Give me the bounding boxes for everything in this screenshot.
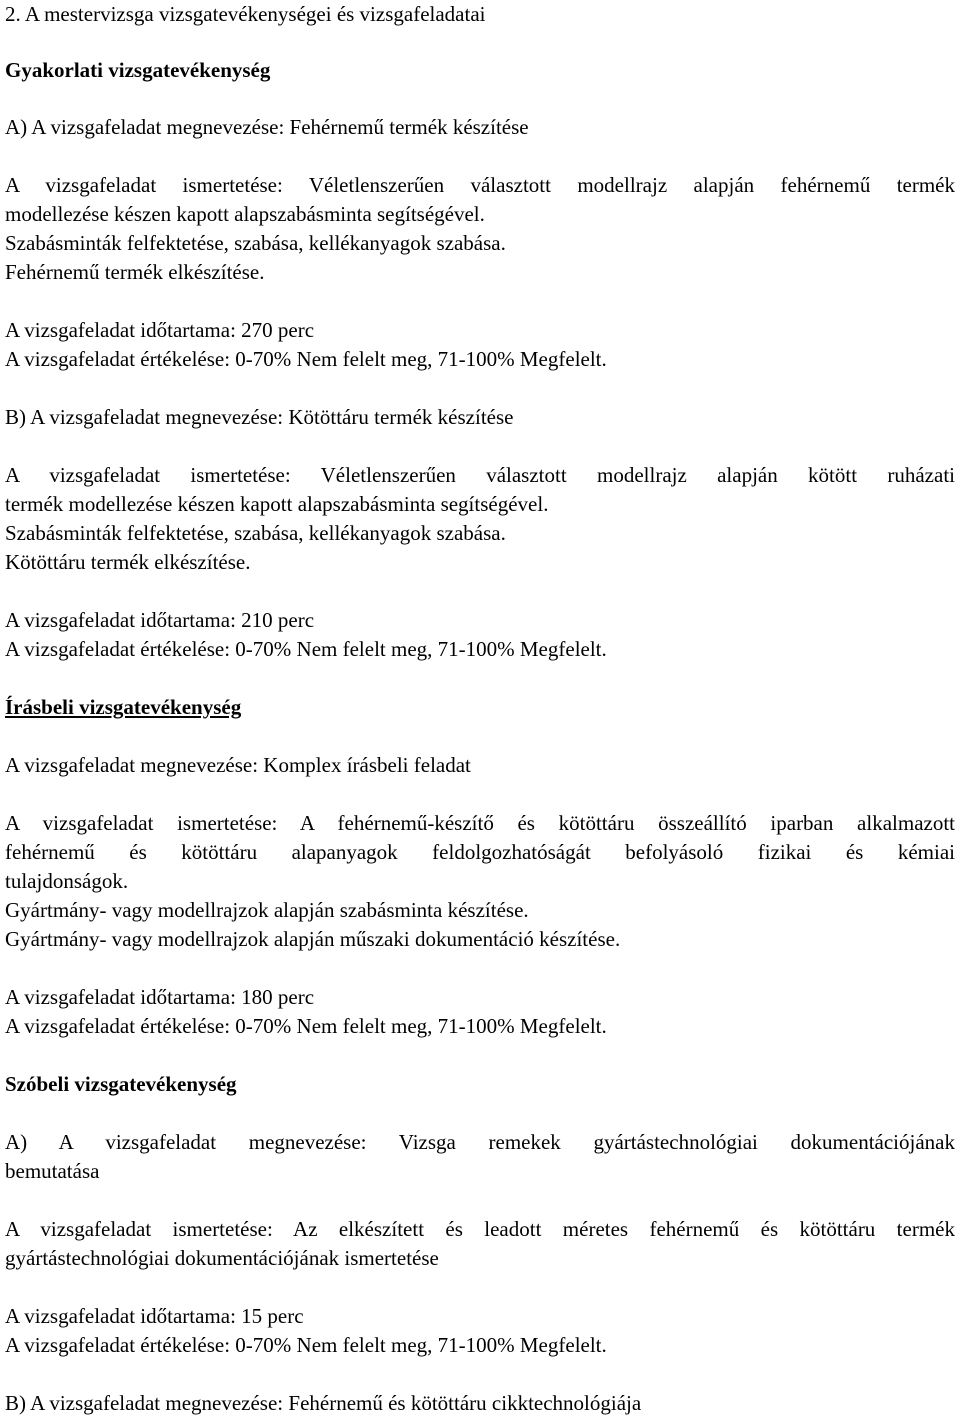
practical-task-b-desc-2: termék modellezése készen kapott alapszabásminta segítségével. [5, 492, 549, 516]
written-desc-5: Gyártmány- vagy modellrajzok alapján műszaki dokumentáció készítése. [5, 927, 621, 951]
oral-task-a-name-1: A) A vizsgafeladat megnevezése: Vizsga remekek gyártástechnológiai dokumentációjának [5, 1130, 955, 1154]
written-duration: A vizsgafeladat időtartama: 180 perc [5, 985, 315, 1009]
practical-task-a-evaluation: A vizsgafeladat értékelése: 0-70% Nem felelt meg, 71-100% Megfelelt. [5, 347, 607, 371]
written-desc-1: A vizsgafeladat ismertetése: A fehérnemű-készítő és kötöttáru összeállító iparban alkalmazott [5, 811, 955, 835]
section-title: 2. A mestervizsga vizsgatevékenységei és vizsgafeladatai [5, 2, 486, 26]
written-desc-2: fehérnemű és kötöttáru alapanyagok feldolgozhatóságát befolyásoló fizikai és kémiai [5, 840, 955, 864]
practical-heading: Gyakorlati vizsgatevékenység [5, 58, 271, 82]
oral-task-a-desc-1: A vizsgafeladat ismertetése: Az elkészített és leadott méretes fehérnemű és kötöttáru termék [5, 1217, 955, 1241]
written-desc-4: Gyártmány- vagy modellrajzok alapján szabásminta készítése. [5, 898, 529, 922]
practical-task-b-name: B) A vizsgafeladat megnevezése: Kötöttáru termék készítése [5, 405, 514, 429]
practical-task-a-duration: A vizsgafeladat időtartama: 270 perc [5, 318, 315, 342]
practical-task-b-desc-4: Kötöttáru termék elkészítése. [5, 550, 251, 574]
practical-task-b-desc-1: A vizsgafeladat ismertetése: Véletlenszerűen választott modellrajz alapján kötött ruházati [5, 463, 955, 487]
oral-heading: Szóbeli vizsgatevékenység [5, 1072, 237, 1096]
written-heading: Írásbeli vizsgatevékenység [5, 695, 242, 719]
practical-task-a-desc-3: Szabásminták felfektetése, szabása, kellékanyagok szabása. [5, 231, 506, 255]
oral-task-a-evaluation: A vizsgafeladat értékelése: 0-70% Nem felelt meg, 71-100% Megfelelt. [5, 1333, 607, 1357]
practical-task-a-name: A) A vizsgafeladat megnevezése: Fehérnemű termék készítése [5, 115, 529, 139]
practical-task-b-evaluation: A vizsgafeladat értékelése: 0-70% Nem felelt meg, 71-100% Megfelelt. [5, 637, 607, 661]
practical-task-b-desc-3: Szabásminták felfektetése, szabása, kellékanyagok szabása. [5, 521, 506, 545]
practical-task-a-desc-1: A vizsgafeladat ismertetése: Véletlenszerűen választott modellrajz alapján fehérnemű termék [5, 173, 955, 197]
oral-task-a-desc-2: gyártástechnológiai dokumentációjának ismertetése [5, 1246, 439, 1270]
practical-task-b-duration: A vizsgafeladat időtartama: 210 perc [5, 608, 315, 632]
written-desc-3: tulajdonságok. [5, 869, 129, 893]
oral-task-a-duration: A vizsgafeladat időtartama: 15 perc [5, 1304, 304, 1328]
written-task-name: A vizsgafeladat megnevezése: Komplex írásbeli feladat [5, 753, 471, 777]
practical-task-a-desc-4: Fehérnemű termék elkészítése. [5, 260, 265, 284]
written-evaluation: A vizsgafeladat értékelése: 0-70% Nem felelt meg, 71-100% Megfelelt. [5, 1014, 607, 1038]
oral-task-b-name: B) A vizsgafeladat megnevezése: Fehérnemű és kötöttáru cikktechnológiája [5, 1391, 642, 1415]
practical-task-a-desc-2: modellezése készen kapott alapszabásminta segítségével. [5, 202, 485, 226]
oral-task-a-name-2: bemutatása [5, 1159, 100, 1183]
